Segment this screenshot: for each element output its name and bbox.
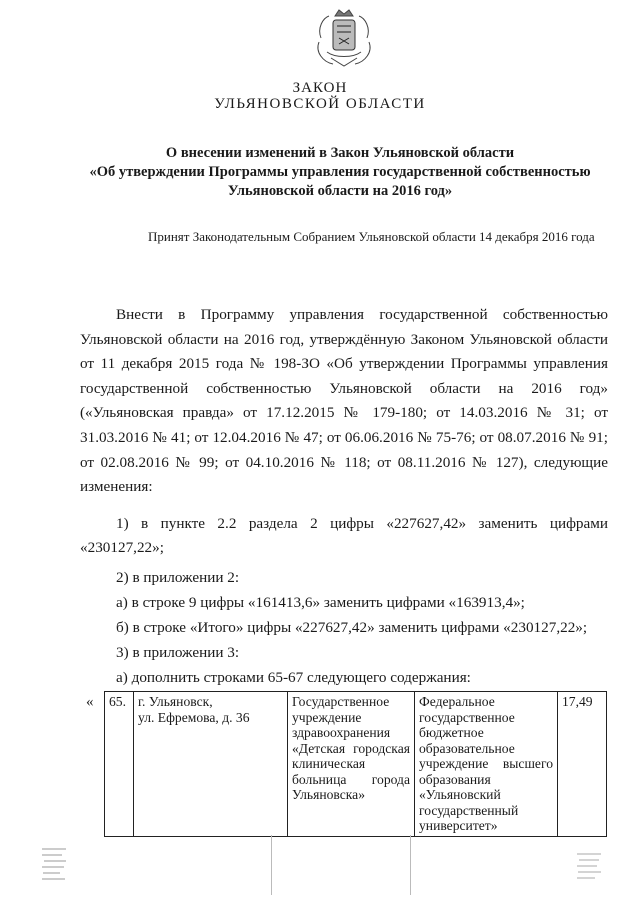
law-title xyxy=(70,144,610,201)
amendment-item-1: 1) в пункте 2.2 раздела 2 цифры «227627,42» заменить цифрами «230127,22»; xyxy=(80,515,608,556)
document-type: ЗАКОН xyxy=(292,80,348,96)
title-line: «Об утверждении Программы управления государственной собственностью xyxy=(89,164,591,180)
amendment-item-3: 3) в приложении 3: xyxy=(116,644,240,661)
registration-stamp-icon xyxy=(575,848,605,888)
document-region: УЛЬЯНОВСКОЙ ОБЛАСТИ xyxy=(214,96,426,112)
amendment-item-3a: а) дополнить строками 65-67 следующего содержания: xyxy=(116,669,471,686)
cell-number: 65. xyxy=(105,692,134,837)
title-line: Ульяновской области на 2016 год» xyxy=(227,183,453,199)
page-edge-line xyxy=(271,835,272,895)
address-line: г. Ульяновск, xyxy=(138,694,213,709)
table-row xyxy=(105,692,607,837)
table-open-quote: « xyxy=(86,694,94,710)
coat-of-arms-icon xyxy=(309,8,379,70)
amendment-item-2: 2) в приложении 2: xyxy=(116,569,240,586)
cell-recipient: Федеральное государственное бюджетное образовательное учреждение высшего образования «Ульяновский государственный университет» xyxy=(415,692,558,837)
address-line: ул. Ефремова, д. 36 xyxy=(138,709,250,725)
cell-value: 17,49 xyxy=(558,692,607,837)
cell-object: Государственное учреждение здравоохранения «Детская городская клиническая больница города Ульяновска» xyxy=(288,692,415,837)
intro-paragraph: Внести в Программу управления государственной собственностью Ульяновской области на 2016 год, утверждённую Законом Ульяновской области от 11 декабря 2015 года № 198-ЗО «Об утверждении Программы управления государственной собственностью Ульяновской области на 2016 год» («Ульяновская правда» от 17.12.2015 № 179-180; от 14.03.2016 № 31; от 31.03.2016 № 41; от 12.04.2016 № 47; от 06.06.2016 № 75-76; от 08.07.2016 № 91; от 02.08.2016 № 99; от 04.10.2016 № 118; от 08.11.2016 № 127), следующие изменения: xyxy=(80,306,608,496)
adoption-note: Принят Законодательным Собранием Ульяновской области 14 декабря 2016 года xyxy=(148,229,595,244)
registration-stamp-icon xyxy=(40,845,70,885)
title-line: О внесении изменений в Закон Ульяновской области xyxy=(165,145,515,161)
amendment-item-2a: а) в строке 9 цифры «161413,6» заменить цифрами «163913,4»; xyxy=(116,594,525,611)
cell-address xyxy=(134,692,288,837)
property-table xyxy=(104,691,607,837)
amendment-item-2b: б) в строке «Итого» цифры «227627,42» заменить цифрами «230127,22»; xyxy=(116,619,588,636)
page-edge-line xyxy=(410,835,411,895)
